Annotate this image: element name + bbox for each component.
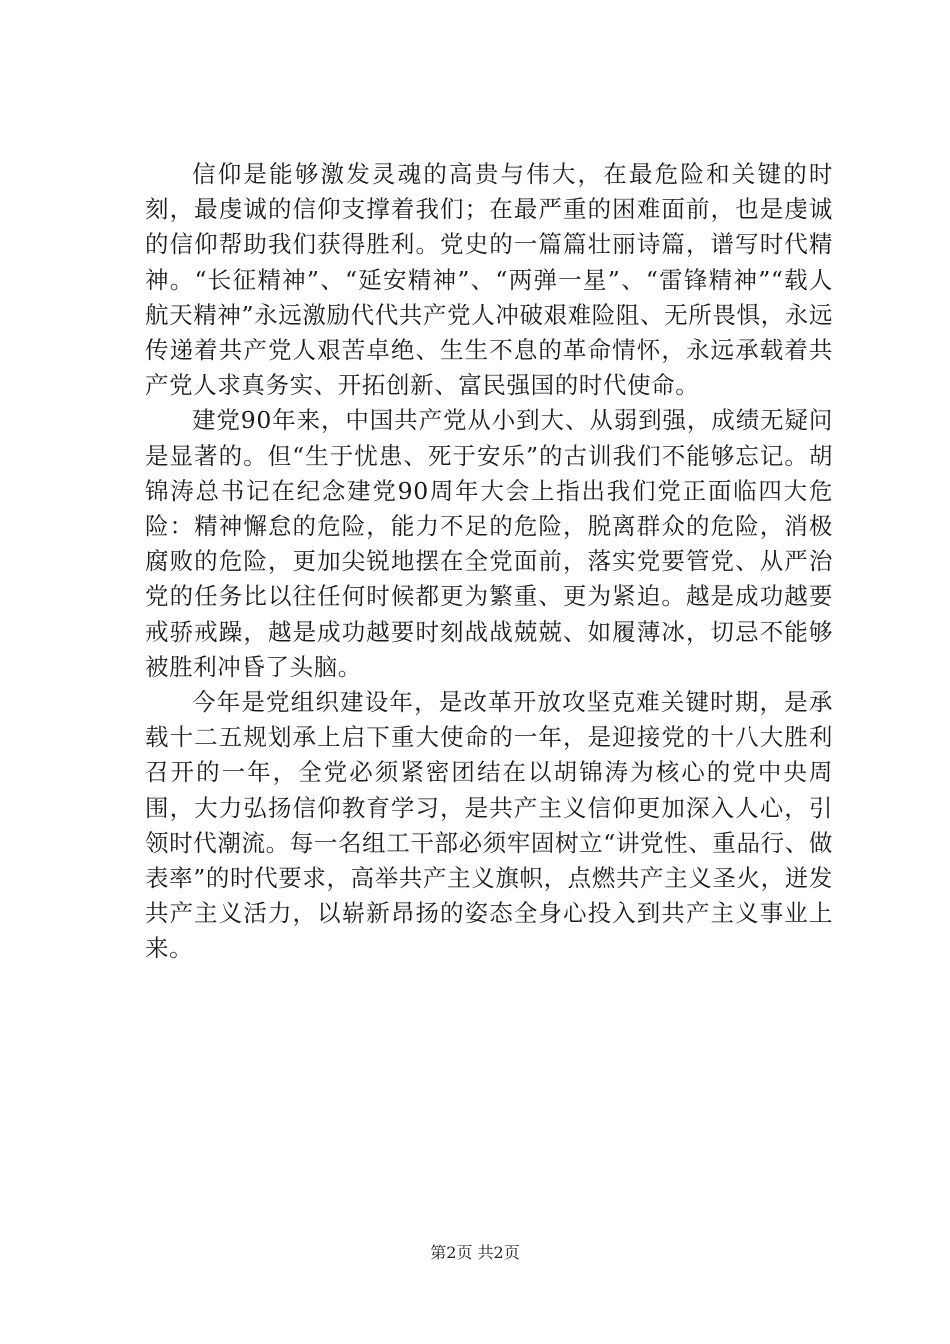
page-number-footer: 第2页 共2页 bbox=[430, 1243, 520, 1262]
paragraph-faith: 信仰是能够激发灵魂的高贵与伟大，在最危险和关键的时刻，最虔诚的信仰支撑着我们；在最严重的困难面前，也是虔诚的信仰帮助我们获得胜利。党史的一篇篇壮丽诗篇，谱写时代精神。“长征精神”、“延安精神”、“两弹一星”、“雷锋精神”“载人航天精神”永远激励代代共产党人冲破艰难险阻、无所畏惧，永远传递着共产党人艰苦卓绝、生生不息的革命情怀，永远承载着共产党人求真务实、开拓创新、富民强国的时代使命。 bbox=[145, 160, 833, 400]
document-body bbox=[145, 157, 833, 967]
paragraph-this-year: 今年是党组织建设年，是改革开放攻坚克难关键时期，是承载十二五规划承上启下重大使命的一年，是迎接党的十八大胜利召开的一年，全党必须紧密团结在以胡锦涛为核心的党中央周围，大力弘扬信仰教育学习，是共产主义信仰更加深入人心，引领时代潮流。每一名组工干部必须牢固树立“讲党性、重品行、做表率”的时代要求，高举共产主义旗帜，点燃共产主义圣火，迸发共产主义活力，以崭新昂扬的姿态全身心投入到共产主义事业上来。 bbox=[145, 688, 833, 963]
paragraph-party-90-years: 建党90年来，中国共产党从小到大、从弱到强，成绩无疑问是显著的。但“生于忧患、死于安乐”的古训我们不能够忘记。胡锦涛总书记在纪念建党90周年大会上指出我们党正面临四大危险：精神懈怠的危险，能力不足的危险，脱离群众的危险，消极腐败的危险，更加尖锐地摆在全党面前，落实党要管党、从严治党的任务比以往任何时候都更为繁重、更为紧迫。越是成功越要戒骄戒躁，越是成功越要时刻战战兢兢、如履薄冰，切忌不能够被胜利冲昏了头脑。 bbox=[145, 406, 833, 681]
